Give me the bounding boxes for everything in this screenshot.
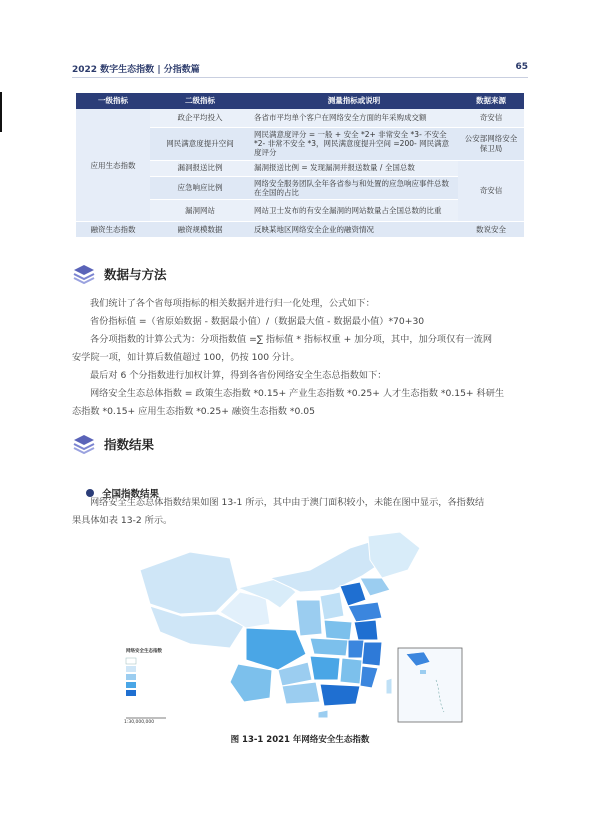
source-cell: 奇安信: [458, 160, 524, 222]
section-heading-results: [72, 432, 154, 456]
header-title: 2022 数字生态指数 | 分指数篇: [72, 65, 200, 75]
region-beijing: [340, 582, 366, 606]
level2-cell: 漏洞报送比例: [150, 160, 250, 176]
source-cell: 公安部网络安全保卫局: [458, 127, 524, 160]
legend-title: 网络安全生态指数: [126, 649, 162, 654]
group-cell: 应用生态指数: [76, 109, 150, 222]
group-cell: 融资生态指数: [76, 222, 150, 238]
china-map: [120, 530, 480, 726]
page-number: 65: [515, 62, 528, 72]
region-xinjiang: [140, 552, 238, 614]
col-header: 数据来源: [458, 93, 524, 109]
col-header: 二级指标: [150, 93, 250, 109]
header-divider: [72, 77, 528, 78]
region-shandong: [348, 602, 382, 622]
region-shanxi: [320, 592, 344, 620]
text-line: 各分项指数的计算公式为：分项指数值 =∑ 指标值 * 指标权重 + 加分项，其中，加分项仅有一流网: [90, 334, 493, 345]
table-header-row: [76, 93, 524, 109]
level2-cell: 网民满意度提升空间: [150, 127, 250, 160]
south-sea-inset: [398, 648, 462, 722]
region-guangdong: [320, 684, 360, 706]
desc-cell: 漏洞报送比例 = 发现漏洞并报送数量 / 全国总数: [250, 160, 458, 176]
region-yunnan: [230, 664, 272, 702]
region-hunan: [310, 656, 340, 680]
region-taiwan: [386, 678, 392, 694]
text-line: 安学院一项，如计算后数值超过 100，仍按 100 分计。: [72, 352, 300, 363]
level2-cell: 漏洞网站: [150, 200, 250, 222]
metrics-table: [76, 93, 524, 238]
source-cell: 数说安全: [458, 222, 524, 238]
region-henan: [324, 620, 352, 640]
methods-paragraph: [72, 295, 526, 421]
layers-icon: [72, 262, 96, 286]
section-title: 数据与方法: [104, 267, 167, 282]
text-line: 最后对 6 个分指数进行加权计算，得到各省份网络安全生态总指数如下：: [90, 370, 387, 381]
table-row: [76, 109, 524, 127]
region-hainan: [318, 710, 328, 718]
text-line: 态指数 *0.15+ 应用生态指数 *0.25+ 融资生态指数 *0.05: [72, 406, 315, 417]
figure-caption: 图 13-1 2021 年网络安全生态指数: [230, 735, 370, 745]
level2-cell: 应急响应比例: [150, 176, 250, 200]
subsection-title: 全国指数结果: [102, 489, 160, 500]
table-row: [76, 222, 524, 238]
text-line: 省份指标值 =（省原始数据 - 数据最小值）/（数据最大值 - 数据最小值）*70+30: [90, 316, 425, 327]
text-line: 网络安全生态总体指数 = 政策生态指数 *0.15+ 产业生态指数 *0.25+ 人才生态指数 *0.15+ 科研生: [90, 388, 505, 399]
col-header: 一级指标: [76, 93, 150, 109]
text-line: 果具体如表 13-2 所示。: [72, 515, 173, 526]
text-line: 网络安全生态总体指数结果如图 13-1 所示，其中由于澳门面积较小，未能在图中显示，各指数结: [90, 497, 485, 508]
level2-cell: 政企平均投入: [150, 109, 250, 127]
region-liaoning: [360, 578, 390, 596]
region-hubei: [310, 638, 348, 656]
section-heading-methods: [72, 262, 167, 286]
desc-cell: 各省市平均单个客户在网络安全方面的年采购成交额: [250, 109, 458, 127]
source-cell: 奇安信: [458, 109, 524, 127]
china-map-figure: [120, 530, 480, 726]
text-line: 我们统计了各个省每项指标的相关数据并进行归一化处理，公式如下：: [90, 298, 375, 309]
desc-cell: 网络安全服务团队全年各省参与和处置的应急响应事件总数在全国的占比: [250, 176, 458, 200]
col-header: 测量指标或说明: [250, 93, 458, 109]
region-zhejiang: [362, 642, 382, 666]
desc-cell: 反映某地区网络安全企业的融资情况: [250, 222, 458, 238]
region-jiangsu: [354, 620, 378, 640]
region-jiangxi: [340, 658, 362, 684]
map-scale: 1:30,000,000: [124, 720, 155, 725]
section-title: 指数结果: [104, 437, 155, 452]
level2-cell: 融资规模数据: [150, 222, 250, 238]
margin-mark: [0, 92, 2, 132]
layers-icon: [72, 432, 96, 456]
desc-cell: 网站卫士发布的有安全漏洞的网站数量占全国总数的比重: [250, 200, 458, 222]
region-northeast: [368, 532, 420, 578]
results-paragraph: [72, 494, 526, 530]
region-sichuan: [246, 628, 306, 670]
map-legend: [126, 658, 166, 718]
region-fujian: [360, 666, 378, 688]
region-anhui: [348, 640, 364, 658]
desc-cell: 网民满意度评分 = 一般 + 安全 *2+ 非常安全 *3- 不安全 *2- 非常不安全 *3，网民满意度提升空间 =200- 网民满意度评分: [250, 127, 458, 160]
region-shaanxi: [296, 600, 322, 636]
region-guangxi: [282, 682, 320, 704]
